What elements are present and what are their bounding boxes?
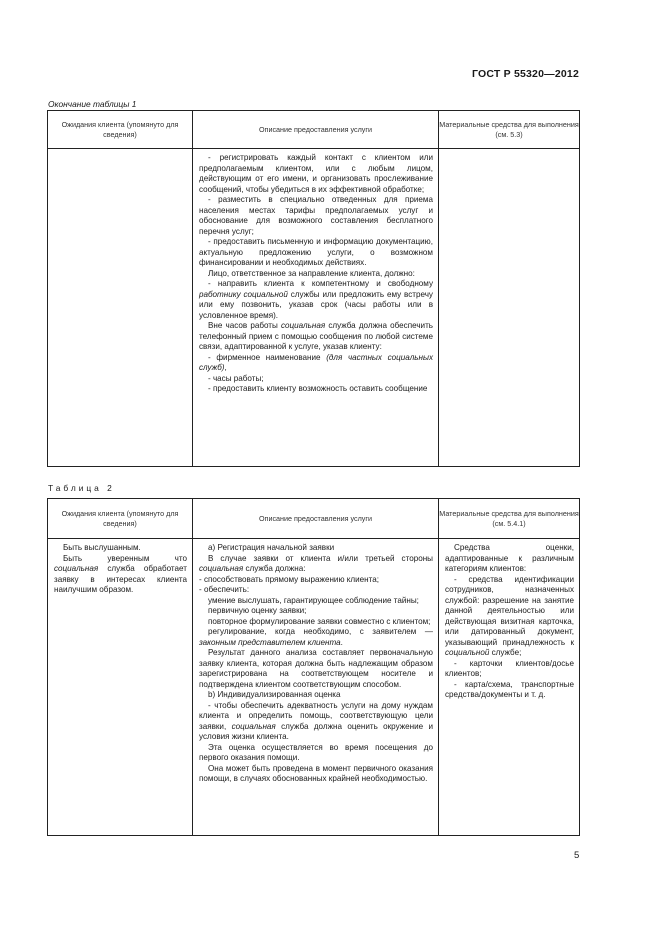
table2	[47, 498, 580, 836]
table1-cell-means	[439, 149, 580, 467]
paragraph: - предоставить клиенту возможность оставить сообщение	[208, 384, 428, 393]
paragraph: Вне часов работы социальная служба должна обеспечить телефонный прием с помощью сообщения по любой системе связи, адаптированной к услуге, указав клиенту:	[199, 321, 434, 351]
paragraph: b) Индивидуализированная оценка	[208, 690, 341, 699]
table1-cell-expectations	[48, 149, 193, 467]
table1	[47, 110, 580, 467]
paragraph: умение выслушать, гарантирующее соблюдение тайны;	[208, 595, 419, 605]
table2-cell-expectations	[48, 539, 193, 836]
paragraph: а) Регистрация начальной заявки	[208, 543, 335, 552]
table2-cell-means	[439, 539, 580, 836]
paragraph: первичную оценку заявки;	[208, 606, 307, 615]
paragraph: - карта/схема, транспортные средства/документы и т. д.	[445, 679, 574, 699]
paragraph: Она может быть проведена в момент первичного оказания помощи, в случаях обоснованных крайней необходимостью.	[199, 763, 433, 783]
paragraph: - карточки клиентов/досье клиентов;	[445, 658, 574, 678]
table2-header-description: Описание предоставления услуги	[193, 499, 439, 539]
paragraph: регулирование, когда необходимо, с заявителем — законным представителем клиента.	[199, 627, 433, 647]
paragraph: - фирменное наименование (для частных социальных служб),	[199, 352, 433, 372]
standard-number: ГОСТ Р 55320—2012	[471, 68, 579, 80]
paragraph: - предоставить письменную и информацию документацию, актуальную предложению услуги, о возможном финансировании и необходимых действиях.	[199, 237, 433, 267]
table2-cell-description	[193, 539, 439, 836]
paragraph: - чтобы обеспечить адекватность услуги на дому нуждам клиента и определить помощь, соответствующую цели заявки, социальная служба должна оценить окружение и условия жизни клиента.	[199, 700, 433, 741]
paragraph: - обеспечить:	[199, 585, 250, 594]
paragraph: Средства оценки, адаптированные к различным категориям клиентов:	[445, 543, 574, 573]
paragraph: Эта оценка осуществляется во время посещения до первого оказания помощи.	[199, 742, 433, 762]
paragraph: Быть выслушанным.	[63, 543, 141, 552]
page-number: 5	[574, 850, 580, 861]
table2-header-expectations: Ожидания клиента (упомянуто для сведения)	[48, 499, 193, 539]
paragraph: Лицо, ответственное за направление клиента, должно:	[208, 268, 415, 278]
table1-header-description: Описание предоставления услуги	[193, 111, 439, 149]
paragraph: - способствовать прямому выражению клиента;	[199, 574, 379, 584]
table1-header-means: Материальные средства для выполнения (см. 5.3)	[439, 111, 580, 149]
paragraph: - разместить в специально отведенных для приема населения местах тарифы предполагаемых услуг и обоснование для возможного составления бесплатного перечня услуг;	[199, 195, 433, 236]
table1-caption: Окончание таблицы 1	[48, 99, 137, 109]
paragraph: Быть уверенным что социальная служба обработает заявку в интересах клиента наилучшим образом.	[54, 553, 187, 594]
paragraph: Результат данного анализа составляет первоначальную заявку клиента, которая должна быть надлежащим образом зарегистрирована на соответствующем носителе и подтверждена клиентом соответствующим способом.	[199, 648, 433, 689]
table1-cell-description	[193, 149, 439, 467]
paragraph: - направить клиента к компетентному и свободному работнику социальной службы или предложить ему встречу или ему позвонить, указав срок (часы работы или в условленное время).	[199, 279, 433, 320]
paragraph: - регистрировать каждый контакт с клиентом или предполагаемым клиентом, или с любым лицом, действующим от его имени, и организовать прослеживание сообщений, чтобы убедиться в их эффективной обработке;	[199, 153, 433, 194]
paragraph: - средства идентификации сотрудников, назначенных службой: разрешение на занятие данной деятельностью или действующая визитная карточка, или датированный документ, указывающий принадлежность к социальной службе;	[445, 574, 574, 657]
table2-caption: Таблица 2	[48, 483, 115, 493]
table1-header-expectations: Ожидания клиента (упомянуто для сведения)	[48, 111, 193, 149]
paragraph: - часы работы;	[208, 373, 264, 383]
paragraph: В случае заявки от клиента и/или третьей стороны социальная служба должна:	[199, 553, 433, 573]
paragraph: повторное формулирование заявки совместно с клиентом;	[208, 616, 431, 626]
table2-header-means: Материальные средства для выполнения (см. 5.4.1)	[439, 499, 580, 539]
